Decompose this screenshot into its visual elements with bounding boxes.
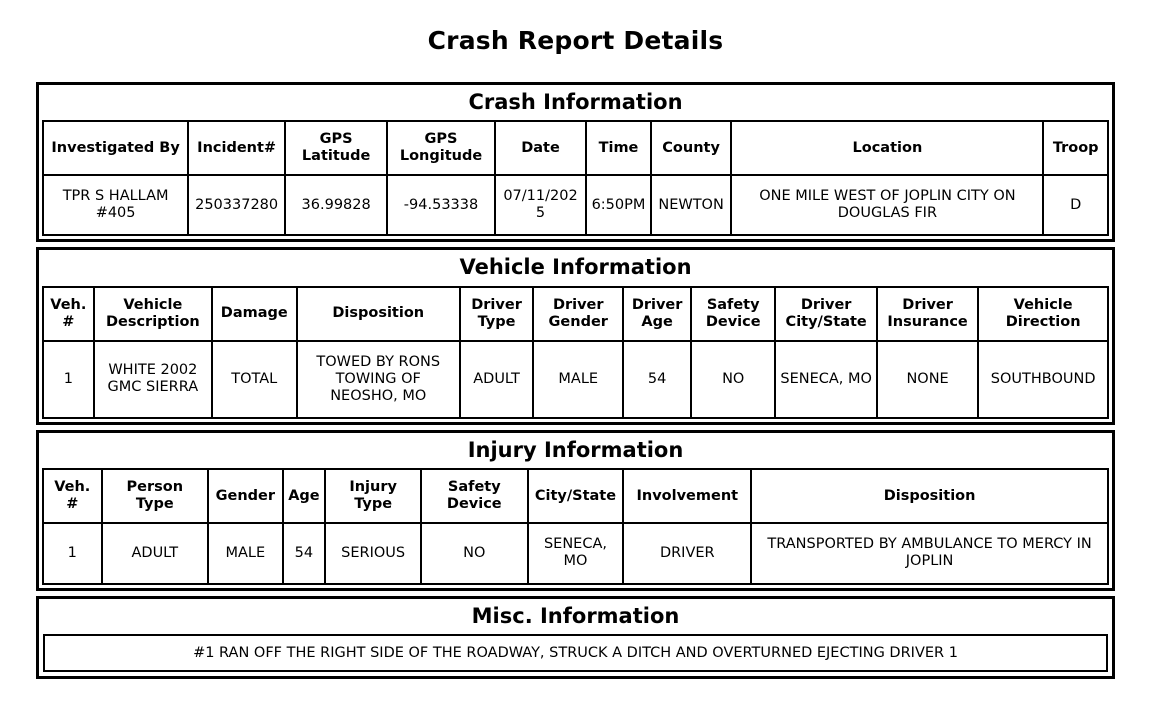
- cell-involvement: DRIVER: [623, 523, 751, 583]
- crash-report-page: [0, 26, 1151, 717]
- cell-county: NEWTON: [651, 175, 732, 235]
- misc-information-section: [36, 596, 1115, 679]
- col-city-state: City/State: [528, 469, 624, 523]
- cell-time: 6:50PM: [586, 175, 651, 235]
- table-header-row: [43, 469, 1108, 523]
- col-involvement: Involvement: [623, 469, 751, 523]
- col-disposition: Disposition: [751, 469, 1108, 523]
- table-row: [43, 175, 1108, 235]
- col-vehicle-description: Vehicle Description: [94, 287, 212, 341]
- cell-vehicle-description: WHITE 2002 GMC SIERRA: [94, 341, 212, 418]
- col-investigated-by: Investigated By: [43, 121, 188, 175]
- col-vehicle-direction: Vehicle Direction: [978, 287, 1108, 341]
- col-vehicle-number: Veh. #: [43, 287, 94, 341]
- crash-information-section: [36, 82, 1115, 242]
- cell-vehicle-number: 1: [43, 341, 94, 418]
- col-gps-latitude: GPS Latitude: [285, 121, 387, 175]
- cell-safety-device: NO: [691, 341, 776, 418]
- vehicle-information-title: Vehicle Information: [459, 255, 692, 280]
- table-row: [43, 523, 1108, 583]
- cell-disposition: TOWED BY RONS TOWING OF NEOSHO, MO: [297, 341, 460, 418]
- cell-driver-insurance: NONE: [877, 341, 978, 418]
- col-time: Time: [586, 121, 651, 175]
- col-driver-insurance: Driver Insurance: [877, 287, 978, 341]
- col-county: County: [651, 121, 732, 175]
- cell-driver-gender: MALE: [533, 341, 623, 418]
- col-date: Date: [495, 121, 586, 175]
- col-vehicle-number: Veh. #: [43, 469, 102, 523]
- col-person-type: Person Type: [102, 469, 209, 523]
- misc-information-title: Misc. Information: [471, 603, 680, 628]
- col-driver-gender: Driver Gender: [533, 287, 623, 341]
- col-location: Location: [731, 121, 1043, 175]
- col-damage: Damage: [212, 287, 297, 341]
- cell-date: 07/11/2025: [495, 175, 586, 235]
- misc-information-body-wrap: [39, 634, 1112, 676]
- col-safety-device: Safety Device: [691, 287, 776, 341]
- table-row: [43, 341, 1108, 418]
- misc-information-text: #1 RAN OFF THE RIGHT SIDE OF THE ROADWAY, STRUCK A DITCH AND OVERTURNED EJECTING DRIVER 1: [43, 634, 1108, 672]
- injury-information-title: Injury Information: [467, 438, 684, 463]
- col-driver-city-state: Driver City/State: [775, 287, 876, 341]
- col-gps-longitude: GPS Longitude: [387, 121, 495, 175]
- cell-investigated-by: TPR S HALLAM #405: [43, 175, 188, 235]
- cell-troop: D: [1043, 175, 1108, 235]
- cell-incident-number: 250337280: [188, 175, 285, 235]
- page-title: Crash Report Details: [427, 26, 724, 55]
- col-age: Age: [283, 469, 326, 523]
- cell-city-state: SENECA, MO: [528, 523, 624, 583]
- vehicle-information-section: [36, 247, 1115, 425]
- col-gender: Gender: [208, 469, 283, 523]
- crash-information-table: [42, 120, 1109, 236]
- cell-disposition: TRANSPORTED BY AMBULANCE TO MERCY IN JOPLIN: [751, 523, 1108, 583]
- cell-damage: TOTAL: [212, 341, 297, 418]
- cell-driver-type: ADULT: [460, 341, 533, 418]
- cell-injury-type: SERIOUS: [325, 523, 421, 583]
- injury-information-table-wrap: [39, 468, 1112, 587]
- cell-gps-longitude: -94.53338: [387, 175, 495, 235]
- cell-gps-latitude: 36.99828: [285, 175, 387, 235]
- col-troop: Troop: [1043, 121, 1108, 175]
- crash-information-table-wrap: [39, 120, 1112, 239]
- table-header-row: [43, 287, 1108, 341]
- cell-vehicle-number: 1: [43, 523, 102, 583]
- injury-information-table: [42, 468, 1109, 584]
- crash-information-title: Crash Information: [468, 90, 683, 114]
- injury-information-section: [36, 430, 1115, 590]
- vehicle-information-table: [42, 286, 1109, 420]
- report-body: [36, 82, 1115, 679]
- col-driver-age: Driver Age: [623, 287, 691, 341]
- cell-safety-device: NO: [421, 523, 528, 583]
- col-injury-type: Injury Type: [325, 469, 421, 523]
- cell-vehicle-direction: SOUTHBOUND: [978, 341, 1108, 418]
- vehicle-information-table-wrap: [39, 286, 1112, 423]
- col-safety-device: Safety Device: [421, 469, 528, 523]
- cell-age: 54: [283, 523, 326, 583]
- cell-driver-age: 54: [623, 341, 691, 418]
- col-incident-number: Incident#: [188, 121, 285, 175]
- cell-location: ONE MILE WEST OF JOPLIN CITY ON DOUGLAS FIR: [731, 175, 1043, 235]
- cell-driver-city-state: SENECA, MO: [775, 341, 876, 418]
- cell-gender: MALE: [208, 523, 283, 583]
- col-disposition: Disposition: [297, 287, 460, 341]
- col-driver-type: Driver Type: [460, 287, 533, 341]
- cell-person-type: ADULT: [102, 523, 209, 583]
- table-header-row: [43, 121, 1108, 175]
